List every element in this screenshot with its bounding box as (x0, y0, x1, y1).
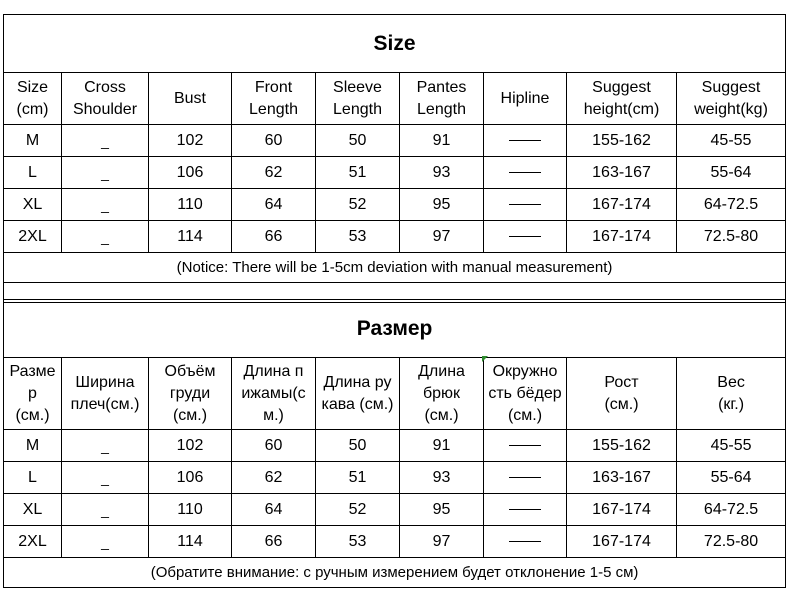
notice-text: (Notice: There will be 1-5cm deviation with manual measurement) (4, 253, 786, 283)
table-row (4, 125, 786, 157)
header-cell: Длина брюк (см.) (400, 358, 484, 430)
corner-marker-icon (482, 356, 488, 362)
header-cell: Bust (149, 73, 232, 125)
front-length-cell: 66 (232, 221, 316, 253)
table-row (4, 494, 786, 526)
not-applicable-line (509, 204, 541, 205)
header-cell: Size (cm) (4, 73, 62, 125)
table-title: Size (4, 15, 786, 73)
size-cell: L (4, 157, 62, 189)
size-cell: XL (4, 494, 62, 526)
hipline-cell (484, 526, 567, 558)
shoulder-width-cell: _ (62, 526, 149, 558)
table-row (4, 462, 786, 494)
sleeve-length-cell: 51 (316, 462, 400, 494)
not-applicable-line (509, 172, 541, 173)
sleeve-length-cell: 53 (316, 526, 400, 558)
size-cell: 2XL (4, 221, 62, 253)
weight-cell: 72.5-80 (677, 221, 786, 253)
cross-shoulder-cell: _ (62, 125, 149, 157)
front-length-cell: 62 (232, 157, 316, 189)
not-applicable-line (509, 541, 541, 542)
sleeve-length-cell: 51 (316, 157, 400, 189)
table-row (4, 189, 786, 221)
height-cell: 155-162 (567, 430, 677, 462)
pants-length-cell: 93 (400, 462, 484, 494)
weight-cell: 64-72.5 (677, 189, 786, 221)
bust-cell: 114 (149, 221, 232, 253)
header-cell: Объём груди (см.) (149, 358, 232, 430)
not-applicable-line (509, 477, 541, 478)
shoulder-width-cell: _ (62, 430, 149, 462)
hipline-cell (484, 189, 567, 221)
header-cell: Окружно сть бёдер (см.) (484, 358, 567, 430)
table-row (4, 430, 786, 462)
pants-length-cell: 97 (400, 526, 484, 558)
header-cell: Suggest weight(kg) (677, 73, 786, 125)
table-title: Размер (4, 300, 786, 358)
weight-cell: 55-64 (677, 157, 786, 189)
size-cell: M (4, 125, 62, 157)
cross-shoulder-cell: _ (62, 221, 149, 253)
pants-length-cell: 91 (400, 430, 484, 462)
not-applicable-line (509, 236, 541, 237)
size-table-russian (3, 299, 786, 588)
weight-cell: 72.5-80 (677, 526, 786, 558)
shoulder-width-cell: _ (62, 462, 149, 494)
notice-text: (Обратите внимание: с ручным измерением будет отклонение 1-5 см) (4, 558, 786, 588)
header-cell: Hipline (484, 73, 567, 125)
front-length-cell: 60 (232, 430, 316, 462)
not-applicable-line (509, 140, 541, 141)
pants-length-cell: 93 (400, 157, 484, 189)
header-cell: Вес (кг.) (677, 358, 786, 430)
sleeve-length-cell: 52 (316, 189, 400, 221)
table-row (4, 157, 786, 189)
header-cell: Front Length (232, 73, 316, 125)
bust-cell: 106 (149, 462, 232, 494)
pants-length-cell: 97 (400, 221, 484, 253)
header-cell: Pantes Length (400, 73, 484, 125)
height-cell: 167-174 (567, 189, 677, 221)
cross-shoulder-cell: _ (62, 157, 149, 189)
bust-cell: 110 (149, 494, 232, 526)
front-length-cell: 64 (232, 494, 316, 526)
header-cell: Длина п ижамы(с м.) (232, 358, 316, 430)
pants-length-cell: 95 (400, 189, 484, 221)
size-table-english (3, 14, 786, 303)
shoulder-width-cell: _ (62, 494, 149, 526)
height-cell: 163-167 (567, 462, 677, 494)
hipline-cell (484, 125, 567, 157)
size-cell: 2XL (4, 526, 62, 558)
bust-cell: 102 (149, 125, 232, 157)
bust-cell: 110 (149, 189, 232, 221)
height-cell: 163-167 (567, 157, 677, 189)
height-cell: 155-162 (567, 125, 677, 157)
weight-cell: 45-55 (677, 125, 786, 157)
pants-length-cell: 91 (400, 125, 484, 157)
hipline-cell (484, 494, 567, 526)
header-cell: Разме р (см.) (4, 358, 62, 430)
front-length-cell: 60 (232, 125, 316, 157)
sleeve-length-cell: 50 (316, 430, 400, 462)
not-applicable-line (509, 509, 541, 510)
header-row (4, 358, 786, 430)
hipline-cell (484, 462, 567, 494)
weight-cell: 64-72.5 (677, 494, 786, 526)
front-length-cell: 62 (232, 462, 316, 494)
header-cell: Длина ру кава (см.) (316, 358, 400, 430)
weight-cell: 45-55 (677, 430, 786, 462)
bust-cell: 102 (149, 430, 232, 462)
sleeve-length-cell: 50 (316, 125, 400, 157)
weight-cell: 55-64 (677, 462, 786, 494)
bust-cell: 106 (149, 157, 232, 189)
hipline-cell (484, 157, 567, 189)
front-length-cell: 66 (232, 526, 316, 558)
height-cell: 167-174 (567, 494, 677, 526)
header-cell: Sleeve Length (316, 73, 400, 125)
sleeve-length-cell: 53 (316, 221, 400, 253)
height-cell: 167-174 (567, 526, 677, 558)
header-cell: Suggest height(cm) (567, 73, 677, 125)
pants-length-cell: 95 (400, 494, 484, 526)
table-row (4, 526, 786, 558)
size-cell: M (4, 430, 62, 462)
sleeve-length-cell: 52 (316, 494, 400, 526)
hipline-cell (484, 221, 567, 253)
bust-cell: 114 (149, 526, 232, 558)
header-row (4, 73, 786, 125)
size-cell: L (4, 462, 62, 494)
header-cell: Cross Shoulder (62, 73, 149, 125)
header-cell: Ширина плеч(см.) (62, 358, 149, 430)
front-length-cell: 64 (232, 189, 316, 221)
header-cell: Рост (см.) (567, 358, 677, 430)
not-applicable-line (509, 445, 541, 446)
size-cell: XL (4, 189, 62, 221)
table-row (4, 221, 786, 253)
height-cell: 167-174 (567, 221, 677, 253)
cross-shoulder-cell: _ (62, 189, 149, 221)
hipline-cell (484, 430, 567, 462)
